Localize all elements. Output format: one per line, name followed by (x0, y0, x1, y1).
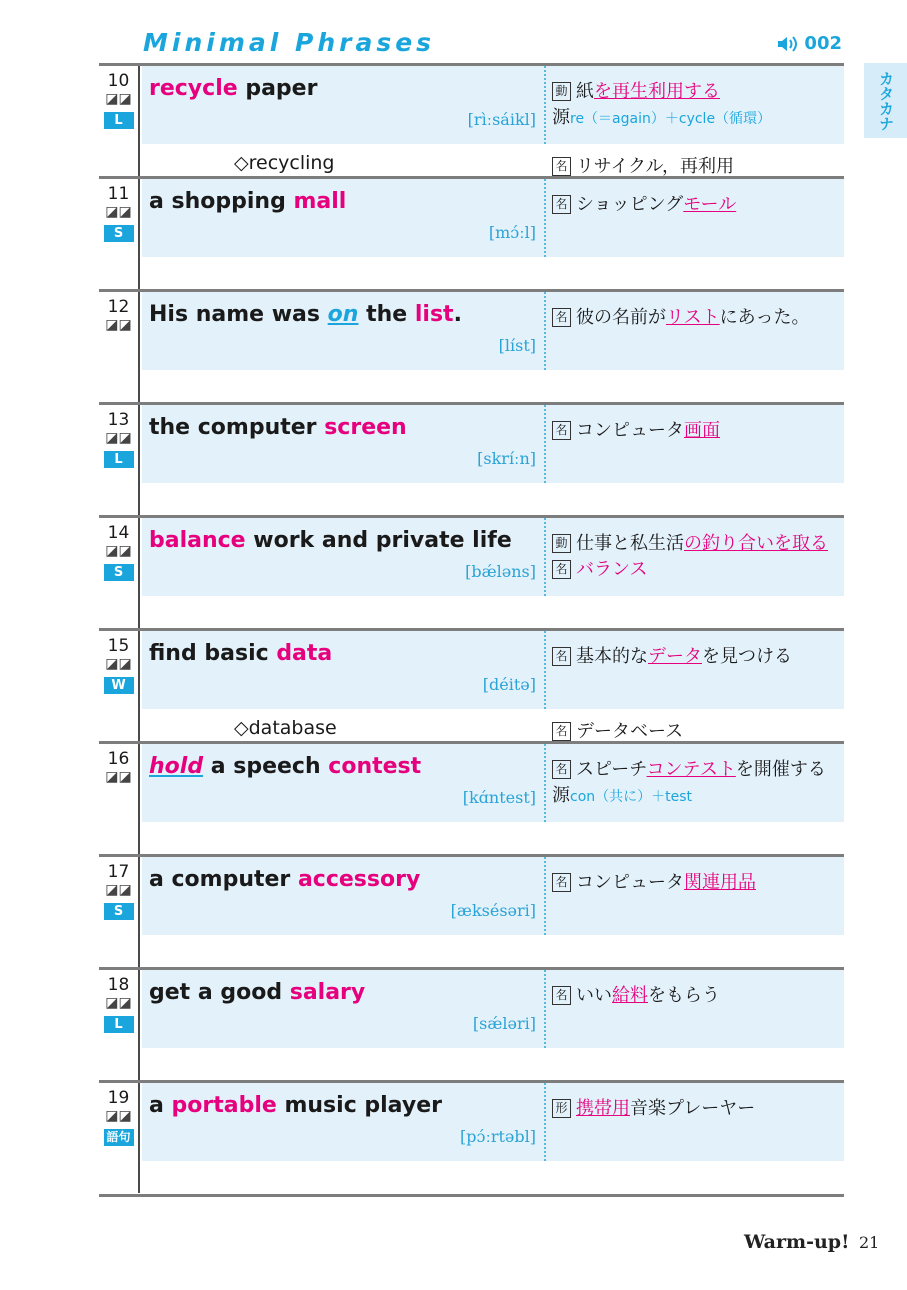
meaning-highlight: コンテスト (646, 759, 736, 780)
audio-track-number: 002 (804, 33, 842, 54)
meaning-highlight: モール (683, 194, 737, 215)
meaning-text: をもらう (648, 985, 720, 1006)
meaning-text: いい (576, 985, 612, 1006)
entry-number-column (99, 179, 140, 289)
entry-number: 13 (107, 410, 130, 430)
meaning-text: 仕事と私生活 (576, 533, 684, 554)
phrase-keyword: data (276, 641, 333, 666)
meaning-line (552, 757, 842, 783)
skill-tag-badge: S (104, 225, 134, 242)
english-phrase (149, 867, 420, 892)
phrase-text: a speech (203, 754, 329, 779)
meaning-line (552, 557, 842, 583)
phrase-text: get a good (149, 980, 290, 1005)
pronunciation: [rìːsáikl] (467, 110, 536, 129)
english-phrase (149, 415, 407, 440)
skill-tag-badge: L (104, 451, 134, 468)
part-of-speech-badge: 動 (552, 82, 571, 101)
footer-section-label: Warm-up! (744, 1231, 850, 1253)
column-divider (544, 744, 546, 822)
entry-number-column (99, 292, 140, 402)
japanese-meaning (552, 192, 842, 218)
derivative-meaning (552, 152, 734, 178)
entry-number: 19 (107, 1088, 130, 1108)
phrase-text: His name was (149, 302, 328, 327)
pronunciation: [mɔ́ːl] (488, 223, 536, 242)
meaning-highlight: の釣り合いを取る (684, 533, 828, 554)
part-of-speech-badge: 名 (552, 421, 571, 440)
japanese-meaning (552, 983, 842, 1009)
meaning-line (552, 79, 842, 105)
phrase-text: a computer (149, 867, 298, 892)
japanese-meaning (552, 757, 842, 810)
japanese-meaning (552, 305, 842, 331)
etymology-text: re（＝again）＋cycle（循環） (570, 111, 772, 127)
skill-tag-badge: W (104, 677, 134, 694)
phrase-keyword: portable (171, 1093, 277, 1118)
japanese-meaning (552, 418, 842, 444)
meaning-line (552, 870, 842, 896)
meaning-text: 彼の名前が (576, 307, 666, 328)
pronunciation: [kɑ́ntest] (462, 788, 536, 807)
audio-track[interactable] (776, 33, 842, 54)
japanese-meaning (552, 1096, 842, 1122)
meaning-text: スピーチ (576, 759, 647, 780)
phrase-keyword: screen (324, 415, 407, 440)
phrase-keyword: mall (293, 189, 347, 214)
section-side-tab: カタカナ (864, 63, 907, 138)
entry-number-column (99, 518, 140, 628)
meaning-line (552, 983, 842, 1009)
phrase-text: work and private life (245, 528, 512, 553)
meaning-line (552, 418, 842, 444)
review-checkboxes[interactable]: ◪◪ (105, 1108, 132, 1124)
meaning-line (552, 783, 842, 810)
review-checkboxes[interactable]: ◪◪ (105, 656, 132, 672)
meaning-line (552, 531, 842, 557)
pronunciation: [bǽləns] (465, 562, 536, 581)
page-number: 21 (859, 1233, 880, 1252)
phrase-text: music player (276, 1093, 442, 1118)
phrase-text: . (453, 302, 462, 327)
meaning-highlight: 画面 (684, 420, 720, 441)
pronunciation: [skríːn] (477, 449, 536, 468)
entry-number: 12 (107, 297, 130, 317)
phrase-keyword: list (414, 302, 454, 327)
entry-number-column (99, 631, 140, 741)
skill-tag-badge: L (104, 112, 134, 129)
pronunciation: [pɔ́ːrtəbl] (460, 1127, 536, 1146)
entry-number-column (99, 1083, 140, 1193)
part-of-speech-badge: 形 (552, 1099, 571, 1118)
meaning-text: コンピュータ (576, 872, 684, 893)
meaning-text: にあった。 (719, 307, 810, 328)
pronunciation: [æksésəri] (450, 901, 536, 920)
entry-number: 11 (107, 184, 130, 204)
meaning-text: ショッピング (576, 194, 684, 215)
phrase-entry (99, 854, 844, 967)
derivative-word: ◇recycling (234, 152, 335, 174)
phrase-keyword: contest (328, 754, 422, 779)
etymology-badge: 源 (552, 785, 570, 806)
pronunciation: [sǽləri] (472, 1014, 536, 1033)
entry-number-column (99, 66, 140, 176)
phrase-entry (99, 63, 844, 176)
entry-number-column (99, 405, 140, 515)
part-of-speech-badge: 名 (552, 986, 571, 1005)
review-checkboxes[interactable]: ◪◪ (105, 430, 132, 446)
meaning-text: 音楽プレーヤー (630, 1098, 756, 1119)
part-of-speech-badge: 名 (552, 195, 571, 214)
english-phrase (149, 980, 365, 1005)
derivative-meaning (552, 717, 683, 743)
review-checkboxes[interactable]: ◪◪ (105, 995, 132, 1011)
phrase-entry (99, 741, 844, 854)
part-of-speech-badge: 名 (552, 873, 571, 892)
phrase-text: a shopping (149, 189, 294, 214)
part-of-speech-badge: 名 (552, 647, 571, 666)
entry-number-column (99, 857, 140, 967)
phrase-entry (99, 967, 844, 1080)
entry-number-column (99, 970, 140, 1080)
review-checkboxes[interactable]: ◪◪ (105, 882, 132, 898)
entry-number: 14 (107, 523, 130, 543)
column-divider (544, 1083, 546, 1161)
review-checkboxes[interactable]: ◪◪ (105, 769, 132, 785)
meaning-highlight: 携帯用 (576, 1098, 630, 1119)
meaning-text: を開催する (735, 759, 826, 780)
etymology-badge: 源 (552, 107, 570, 128)
list-bottom-rule (99, 1194, 844, 1197)
phrase-keyword: balance (149, 528, 246, 553)
part-of-speech-badge: 名 (552, 722, 571, 741)
derivative-word: ◇database (234, 717, 337, 739)
phrase-entry (99, 515, 844, 628)
meaning-text: を見つける (702, 646, 792, 667)
phrase-text: a (149, 1093, 172, 1118)
column-divider (544, 66, 546, 144)
entry-number-column (99, 744, 140, 854)
meaning-highlight: 給料 (612, 985, 648, 1006)
page-title: Minimal Phrases (143, 28, 436, 57)
column-divider (544, 631, 546, 709)
japanese-meaning (552, 79, 842, 132)
phrase-text: the computer (149, 415, 325, 440)
meaning-line (552, 305, 842, 331)
english-phrase (149, 641, 332, 666)
phrase-text: the (358, 302, 415, 327)
english-phrase (149, 189, 346, 214)
meaning-line (552, 1096, 842, 1122)
meaning-text: コンピュータ (576, 420, 684, 441)
review-checkboxes[interactable]: ◪◪ (105, 543, 132, 559)
column-divider (544, 970, 546, 1048)
meaning-highlight: データ (648, 646, 702, 667)
pronunciation: [déitə] (482, 675, 536, 694)
derivative-text: リサイクル，再利用 (576, 156, 735, 177)
phrase-list (99, 63, 844, 1193)
column-divider (544, 857, 546, 935)
pronunciation: [líst] (498, 336, 536, 355)
phrase-keyword: salary (289, 980, 366, 1005)
meaning-highlight: 関連用品 (684, 872, 756, 893)
phrase-keyword: hold (149, 754, 204, 779)
review-checkboxes[interactable]: ◪◪ (105, 91, 132, 107)
phrase-particle: on (327, 302, 359, 327)
column-divider (544, 518, 546, 596)
english-phrase (149, 754, 421, 779)
phrase-entry (99, 1080, 844, 1193)
japanese-meaning (552, 644, 842, 670)
review-checkboxes[interactable]: ◪◪ (105, 317, 132, 333)
meaning-highlight: バランス (576, 559, 648, 580)
etymology-text: con（共に）＋test (570, 789, 693, 805)
meaning-line (552, 105, 842, 132)
part-of-speech-badge: 名 (552, 560, 571, 579)
column-divider (544, 405, 546, 483)
column-divider (544, 179, 546, 257)
part-of-speech-badge: 名 (552, 308, 571, 327)
phrase-entry (99, 402, 844, 515)
derivative-text: データベース (576, 721, 684, 742)
japanese-meaning (552, 870, 842, 896)
english-phrase (149, 76, 317, 101)
meaning-line (552, 192, 842, 218)
phrase-entry (99, 176, 844, 289)
meaning-highlight: を再生利用する (594, 81, 720, 102)
entry-number: 15 (107, 636, 130, 656)
meaning-highlight: リスト (666, 307, 720, 328)
phrase-entry (99, 628, 844, 741)
meaning-line (552, 644, 842, 670)
skill-tag-badge: S (104, 903, 134, 920)
entry-number: 16 (107, 749, 130, 769)
part-of-speech-badge: 名 (552, 760, 571, 779)
skill-tag-badge: S (104, 564, 134, 581)
part-of-speech-badge: 名 (552, 157, 571, 176)
english-phrase (149, 1093, 442, 1118)
phrase-keyword: recycle (149, 76, 238, 101)
review-checkboxes[interactable]: ◪◪ (105, 204, 132, 220)
meaning-text: 基本的な (576, 646, 648, 667)
phrase-text: paper (237, 76, 318, 101)
speaker-icon (776, 34, 800, 54)
part-of-speech-badge: 動 (552, 534, 571, 553)
entry-number: 17 (107, 862, 130, 882)
english-phrase (149, 302, 462, 327)
skill-tag-badge: 語句 (104, 1129, 134, 1146)
phrase-text: find basic (149, 641, 277, 666)
japanese-meaning (552, 531, 842, 583)
phrase-keyword: accessory (297, 867, 421, 892)
skill-tag-badge: L (104, 1016, 134, 1033)
column-divider (544, 292, 546, 370)
meaning-text: 紙 (576, 81, 594, 102)
entry-number: 18 (107, 975, 130, 995)
phrase-entry (99, 289, 844, 402)
entry-number: 10 (107, 71, 130, 91)
english-phrase (149, 528, 512, 553)
